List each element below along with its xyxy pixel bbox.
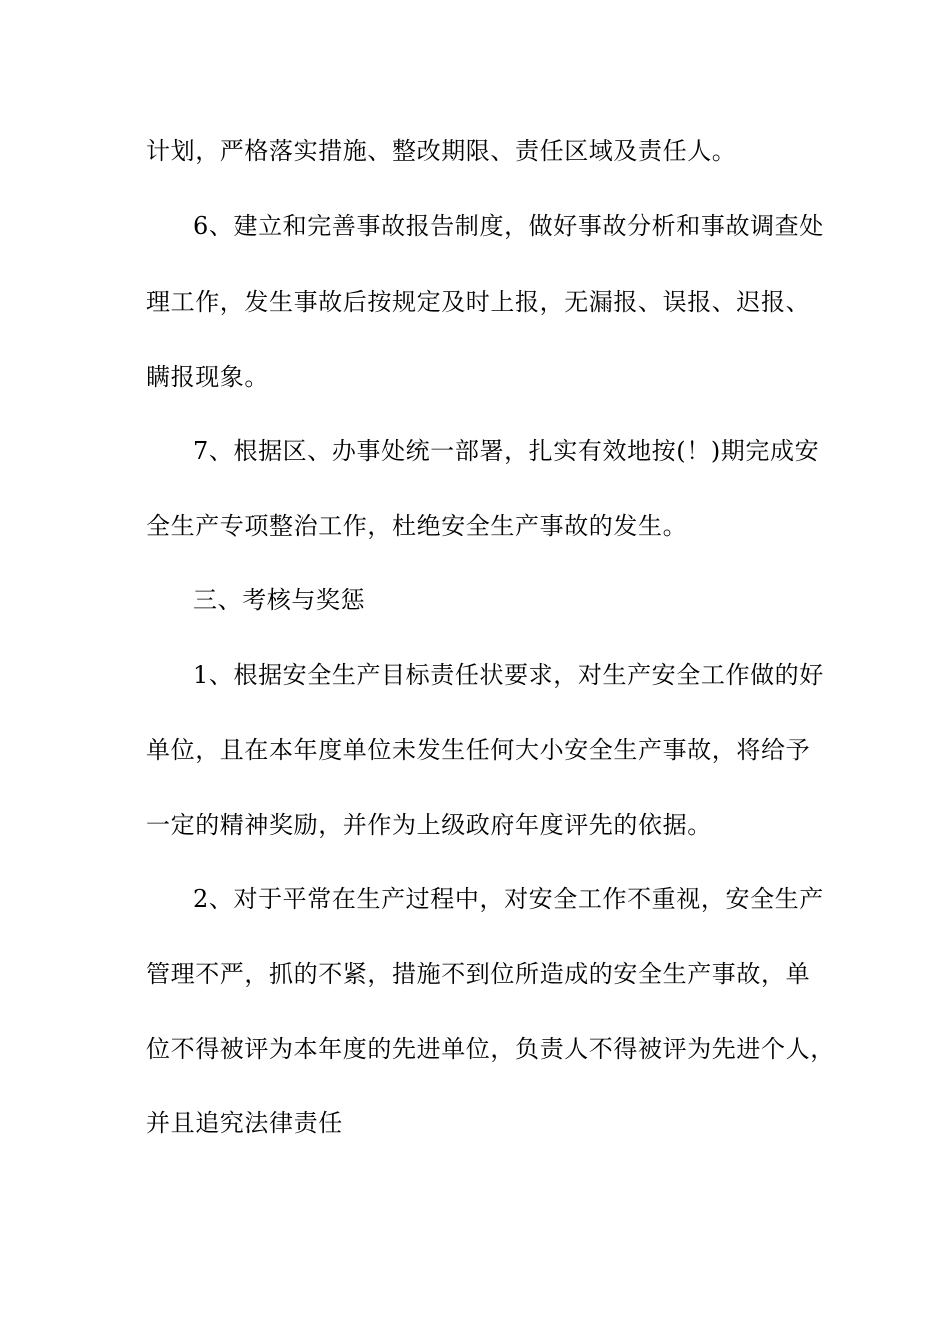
- paragraph-1-line-3: 一定的精神奖励，并作为上级政府年度评先的依据。: [146, 811, 712, 839]
- paragraph-2-line-2: 管理不严，抓的不紧，措施不到位所造成的安全生产事故，单: [146, 960, 811, 988]
- paragraph-2-line-1: 2、对于平常在生产过程中，对安全工作不重视，安全生产: [193, 885, 824, 913]
- paragraph-1-line-2: 单位，且在本年度单位未发生任何大小安全生产事故，将给予: [146, 736, 811, 764]
- paragraph-2-line-3: 位不得被评为本年度的先进单位，负责人不得被评为先进个人，: [146, 1035, 835, 1063]
- section-heading: 三、考核与奖惩: [193, 586, 366, 614]
- text-line: 计划，严格落实措施、整改期限、责任区域及责任人。: [146, 137, 737, 165]
- paragraph-6-line-2: 理工作，发生事故后按规定及时上报，无漏报、误报、迟报、: [146, 288, 811, 316]
- paragraph-1-line-1: 1、根据安全生产目标责任状要求，对生产安全工作做的好: [193, 661, 824, 689]
- paragraph-7-line-2: 全生产专项整治工作，杜绝安全生产事故的发生。: [146, 512, 688, 540]
- paragraph-6-line-3: 瞒报现象。: [146, 363, 269, 391]
- paragraph-2-line-4: 并且追究法律责任: [146, 1109, 343, 1137]
- paragraph-6-line-1: 6、建立和完善事故报告制度，做好事故分析和事故调查处: [193, 212, 824, 240]
- paragraph-7-line-1: 7、根据区、办事处统一部署，扎实有效地按(！)期完成安: [193, 437, 820, 465]
